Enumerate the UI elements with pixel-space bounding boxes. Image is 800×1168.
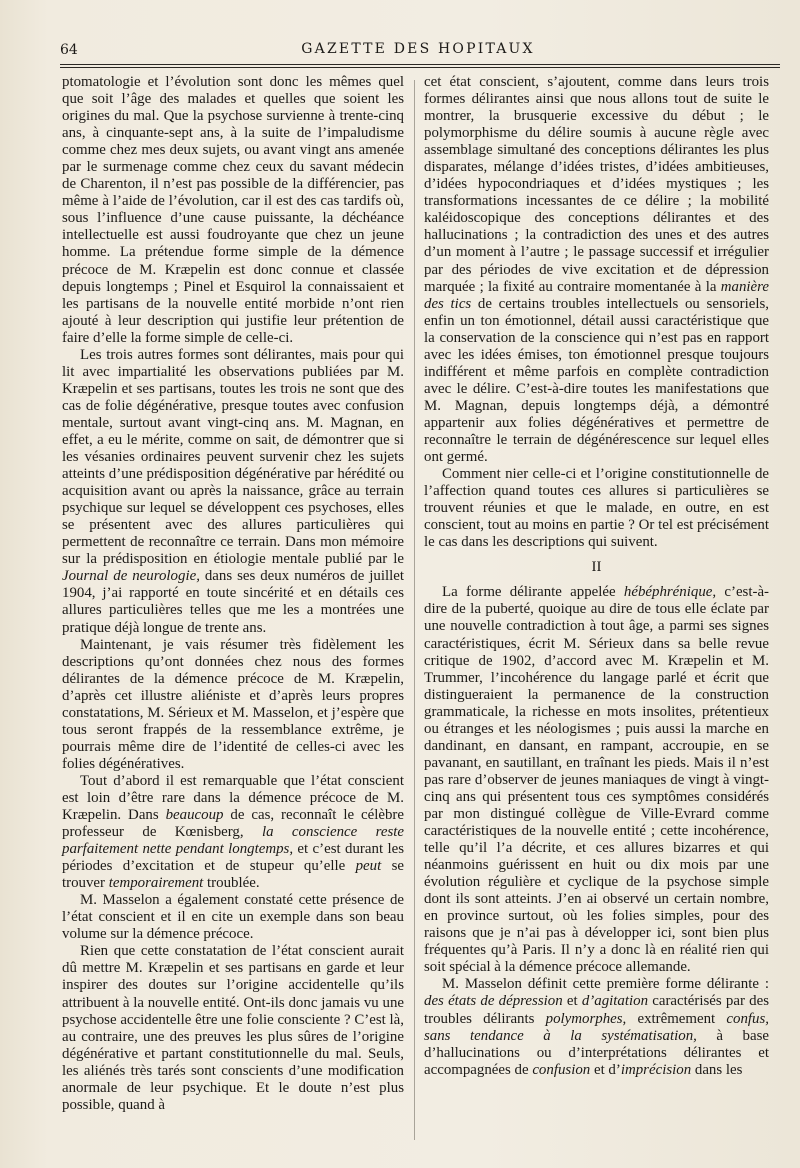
paragraph-text: Les trois autres formes sont délirantes, mais pour qui lit avec impartialité les observations publiées par M. Kræpelin et ses partisans, toutes les trois ne sont que des cas de folie dégénérative, presque toutes avec confusion mentale, surtout avant vingt-cinq ans. M. Magnan, en effet, a eu le mérite, comme on sait, de démontrer que si les vésanies ordinaires peuvent survenir chez les sujets atteints d’une prédisposition dégénérative par hérédité ou acquisition avant ou après la naissance, grâce au terrain psychique sur lequel se développent ces psychoses, elles se présentent avec des allures particulières qui permettent de reconnaître ce terrain. Dans mon mémoire sur la prédisposition en étiologie mentale publié par le [62,346,404,568]
page-number: 64 [60,42,78,58]
paragraph-text: se trouver [62,858,404,892]
emphasis: temporairement [108,875,204,892]
emphasis: confusion [532,1061,591,1078]
section-number: II [591,559,602,576]
paragraph-text: troublée. [203,875,260,892]
paragraph-text: extrêmement [626,1010,727,1027]
header-rule-top [60,64,780,65]
emphasis: la conscience reste parfaitement nette pendant longtemps, [62,824,405,858]
emphasis: confus, sans tendance à la systématisation, [424,1010,769,1044]
paragraph-text: M. Masselon a également constaté cette présence de l’état conscient et il en cite un exemple dans son beau volume sur la démence précoce. [62,892,404,943]
paragraph [424,466,769,551]
journal-name: Journal de neurologie, [62,568,200,585]
paragraph-text: Comment nier celle-ci et l’origine constitutionnelle de l’affection quand toutes ces allures si particulières se trouvent réunies et que le malade, en outre, en est conscient, tout au moins en partie ? Or tel est précisément le cas dans les descriptions qui suivent. [424,466,769,551]
emphasis: des états de dépression [424,993,563,1010]
journal-title: GAZETTE DES HOPITAUX [301,41,535,57]
left-column [62,74,404,1114]
paragraph-text: de certains troubles intellectuels ou sensoriels, enfin un ton émotionnel, détail aussi caractéristique que la conservation de la conscience qui n’est pas en rapport avec les idées émises, ton émotionnel presque toujours indifférent et même parfois en complète contradiction avec le délire. C’est-à-dire toutes les manifestations que M. Magnan, depuis longtemps déjà, a démontré appartenir aux folies dégénératives et permettre de reconnaître le terrain de dégénérescence sur lequel elles ont germé. [424,295,769,466]
paragraph [62,892,404,943]
paragraph [424,976,769,1078]
paragraph-text: La forme délirante appelée [442,584,624,601]
paragraph [62,773,404,892]
paragraph [62,74,404,347]
paragraph-text: et d’ [590,1061,621,1078]
emphasis: imprécision [620,1061,692,1078]
paragraph-text: c’est-à-dire de la puberté, quoique au dire de tous elle éclate par une nouvelle contradiction à tout âge, a parmi ses signes caractéristiques, écrit M. Sérieux dans sa belle revue critique de 1902, d’accord avec M. Kræpelin et M. Trummer, l’incohérence du langage parlé et écrit que distingueraient la permanence de la construction grammaticale, la richesse en mots insolites, prétentieux ou étranges et les néologismes ; puis aussi la marche en dandinant, en dansant, en rampant, accroupie, en se pavanant, en sautillant, en traînant les pieds. Mais il n’est pas rare d’observer de jeunes maniaques de vingt à vingt-cinq ans qui présentent tous ces symptômes considérés par mon distingué collègue de Ville-Evrard comme caractéristiques de la nouvelle entité ; cette incohérence, telle qu’il l’a décrite, et ces allures bizarres et qui néanmoins guérissent en huit ou dix mois par une évolution régulière et cyclique de la psychose simple dont ils sont atteints. J’en ai observé un certain nombre, en province surtout, où les folies simples, pour des raisons que je n’ai pas à développer ici, sont bien plus fréquentes qu’à Paris. Il n’y a donc là en réalité rien qui soit spécial à la démence précoce allemande. [424,584,770,976]
paragraph-text: Rien que cette constatation de l’état conscient aurait dû mettre M. Kræpelin et ses partisans en garde et leur inspirer des doutes sur l’origine accidentelle qu’ils attribuent à la nouvelle entité. Ont-ils donc jamais vu une psychose accidentelle être une folie consciente ? C’est là, au contraire, une des preuves les plus sûres de l’origine dégénérative et partant constitutionnelle du mal. Seuls, les aliénés très tarés sont conscients d’une modification anormale de leur psychique. Et le doute n’est plus possible, quand à [62,943,404,1113]
paragraph-text: et c’est durant les périodes d’excitation et de stupeur qu’elle [62,841,404,875]
emphasis: manière des tics [424,278,769,312]
page-header [58,36,778,66]
paragraph-text: dans ses deux numéros de juillet 1904, j’ai rapporté en toute sincérité et en détails ces allures particulières telles que me les a montrées une pratique déjà longue de trente ans. [62,568,404,636]
emphasis: polymorphes, [545,1010,627,1027]
paragraph-text: de cas, reconnaît le célèbre professeur de Kœnisberg, [62,807,404,841]
paragraph-text: ptomatologie et l’évolution sont donc les mêmes quel que soit l’âge des malades et quelles que soient les origines du mal. Que la psychose survienne à trente-cinq ans, à cinquante-sept ans, à la suite de l’impaludisme comme chez mes deux sujets, ou avant vingt ans amenée par le surmenage comme chez ceux du savant médecin de Charenton, il n’est pas possible de la différencier, pas même à l’aide de l’évolution, car il est des cas tardifs où, sous l’influence d’une cause puissante, la déchéance intellectuelle est aussi foudroyante que chez un jeune homme. La prétendue forme simple de la démence précoce de M. Kræpelin est donc connue et classée depuis longtemps ; Pinel et Esquirol la connaissaient et les partisans de la nouvelle entité morbide n’ont rien ajouté à leur description qui justifie leur prétention de faire d’elle la forme simple de celle-ci. [62,74,404,346]
emphasis: hébéphrénique, [623,584,717,601]
paragraph-text: cet état conscient, s’ajoutent, comme dans leurs trois formes délirantes ainsi que nous allons tout de suite le montrer, la brusquerie excessive du début ; le polymorphisme du délire soumis à aucune règle avec assemblage simultané des conceptions délirantes les plus disparates, mélange d’idées tristes, d’idées ambitieuses, d’idées hypocondriaques et d’idées mystiques ; les transformations incessantes de ce délire ; la mobilité kaléidoscopique des conceptions délirantes et des hallucinations ; la contradiction des unes et des autres d’un moment à l’autre ; le passage successif et irrégulier par des périodes de vive excitation et de dépression marquée ; la fixité au contraire momentanée à la [424,74,769,295]
paragraph [424,74,769,466]
emphasis: d’agitation [581,993,649,1010]
paragraph [424,584,769,976]
paragraph-text: M. Masselon définit cette première forme délirante : [442,976,769,993]
column-divider [414,80,415,1140]
paragraph-text: Tout d’abord il est remarquable que l’état conscient est loin d’être rare dans la démence précoce de M. Kræpelin. Dans [62,772,404,824]
paragraph-text: caractérisés par des troubles délirants [424,993,769,1027]
paragraph [62,943,404,1113]
paragraph-text: dans les [691,1061,743,1078]
paragraph-text: à base d’hallucinations ou d’interprétations délirantes et accompagnées de [424,1027,769,1078]
paragraph-text: et [562,993,582,1010]
paragraph [62,347,404,637]
paragraph-text: Maintenant, je vais résumer très fidèlement les descriptions qu’ont données chez nous des formes délirantes de la démence précoce de M. Kræpelin, d’après cet illustre aliéniste et d’après leurs propres constatations, M. Sérieux et M. Masselon, et j’espère que tous seront frappés de la ressemblance extrême, je pourrais même dire de l’identité de celles-ci avec les folies dégénératives. [62,636,404,772]
right-column [424,74,769,1079]
emphasis: beaucoup [165,807,224,824]
emphasis: peut [355,858,382,875]
header-rule-bottom [60,67,780,68]
paragraph [62,637,404,773]
